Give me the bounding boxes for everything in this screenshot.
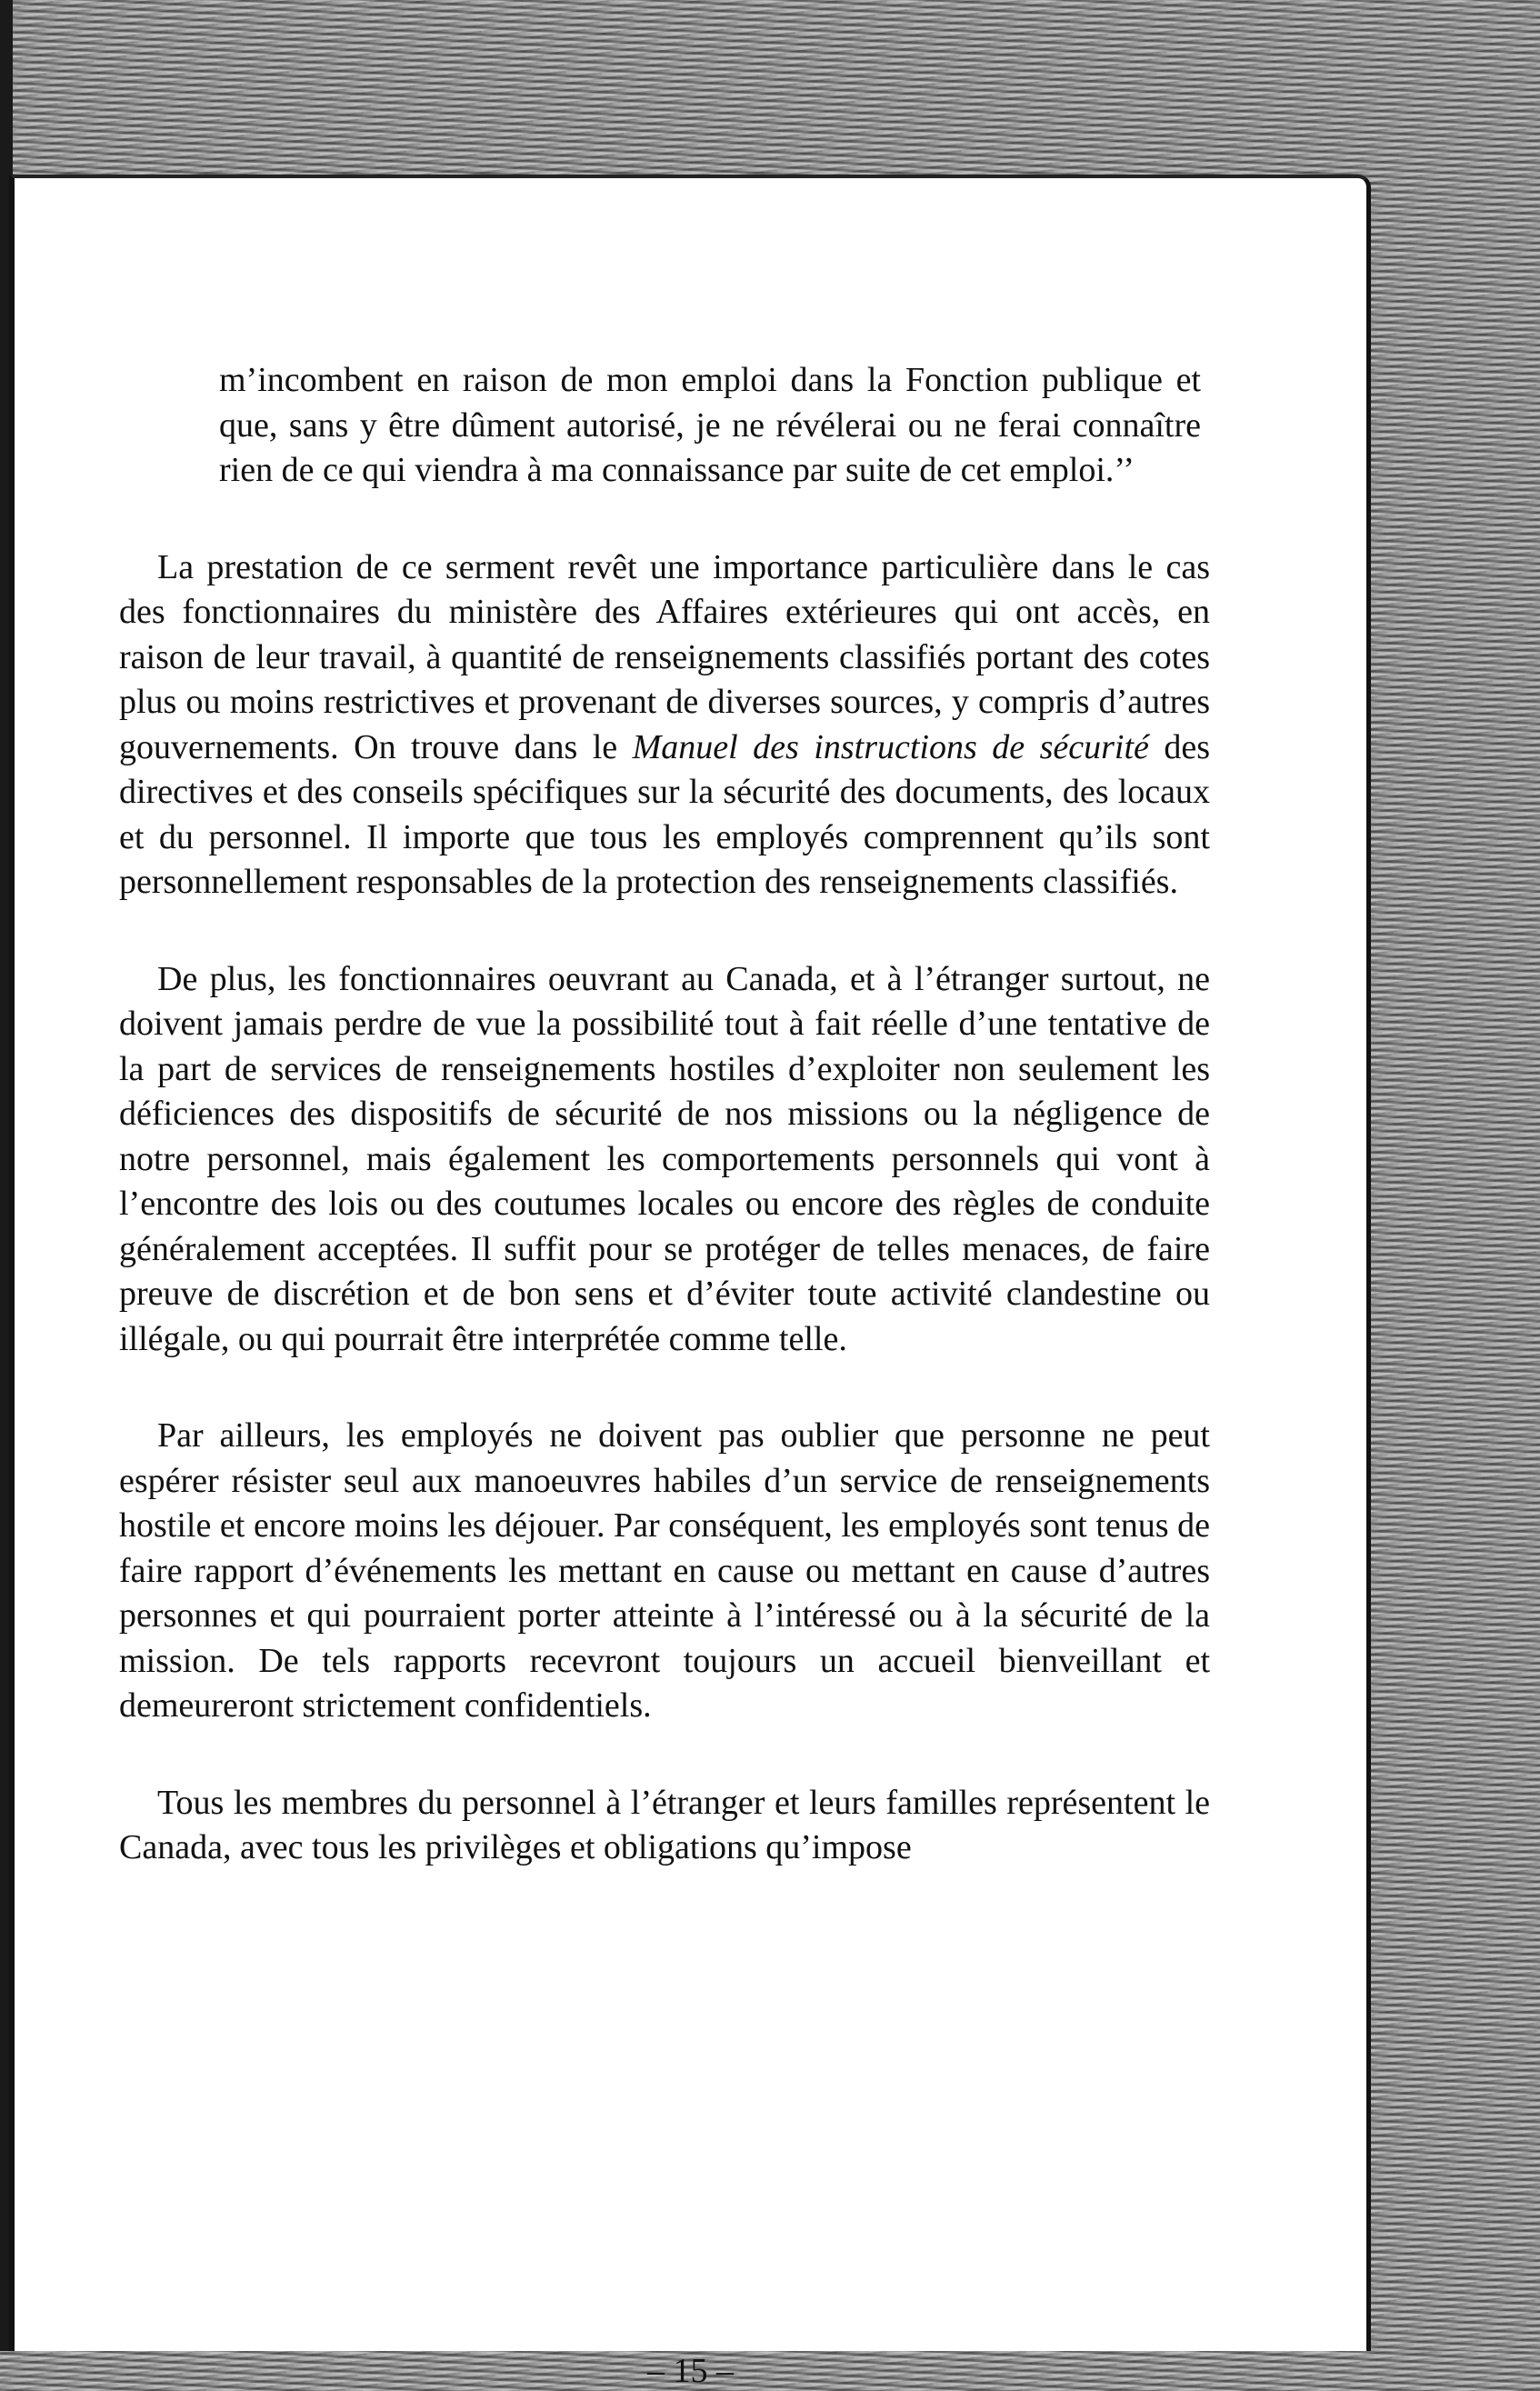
paragraph-reporting: Par ailleurs, les employés ne doivent pas oublier que personne ne peut espérer résister seul aux manoeuvres habiles d’un service de renseignements hostile et encore moins les déjouer. Par conséquent, les employés sont tenus de faire rapport d’événements les mettant en cause ou mettant en cause d’autres personnes et qui pourraient porter atteinte à l’intéressé ou à la sécurité de la mission. De tels rapports recevront toujours un accueil bienveillant et demeureront strictement confidentiels. — [119, 1416, 1210, 1725]
manual-title: Manuel des instructions de sécurité — [632, 727, 1149, 766]
paragraph-oath-continuation: m’incombent en raison de mon emploi dans la Fonction publique et que, sans y être dûment autorisé, je ne révélerai ou ne ferai connaître rien de ce qui viendra à ma connaissance par suite de cet emploi.’’ — [219, 361, 1201, 489]
document-page — [9, 175, 1371, 2390]
text-column — [119, 358, 1210, 1871]
paragraph-text: La prestation de ce serment revêt une importance particulière dans le cas des fonctionnaires du ministère des Affaires extérieures qui ont accès, en raison de leur travail, à quantité de renseignements classifiés portant des cotes plus ou moins restrictives et provenant de diverses sources, y compris d’autres gouvernements. On trouve dans le — [119, 547, 1210, 766]
paragraph-hostile-services: De plus, les fonctionnaires oeuvrant au Canada, et à l’étranger surtout, ne doivent jamais perdre de vue la possibilité tout à fait réelle d’une tentative de la part de services de renseignements hostiles d’exploiter non seulement les déficiences des dispositifs de sécurité de nos missions ou la négligence de notre personnel, mais également les comportements personnels qui vont à l’encontre des lois ou des coutumes locales ou encore des règles de conduite généralement acceptées. Il suffit pour se protéger de telles menaces, de faire preuve de discrétion et de bon sens et d’éviter toute activité clandestine ou illégale, ou qui pourrait être interprétée comme telle. — [119, 959, 1210, 1358]
page-number: – 15 – — [647, 2352, 734, 2390]
paragraph-staff-abroad: Tous les membres du personnel à l’étranger et leurs familles représentent le Canada, avec tous les privilèges et obligations qu’impose — [119, 1783, 1210, 1866]
paragraph-text: des directives et des conseils spécifiques sur la sécurité des documents, des locaux et du personnel. Il importe que tous les employés comprennent qu’ils sont personnellement responsables de la protection des renseignements classifiés. — [119, 727, 1211, 901]
paragraph-oath-importance — [119, 545, 1210, 905]
